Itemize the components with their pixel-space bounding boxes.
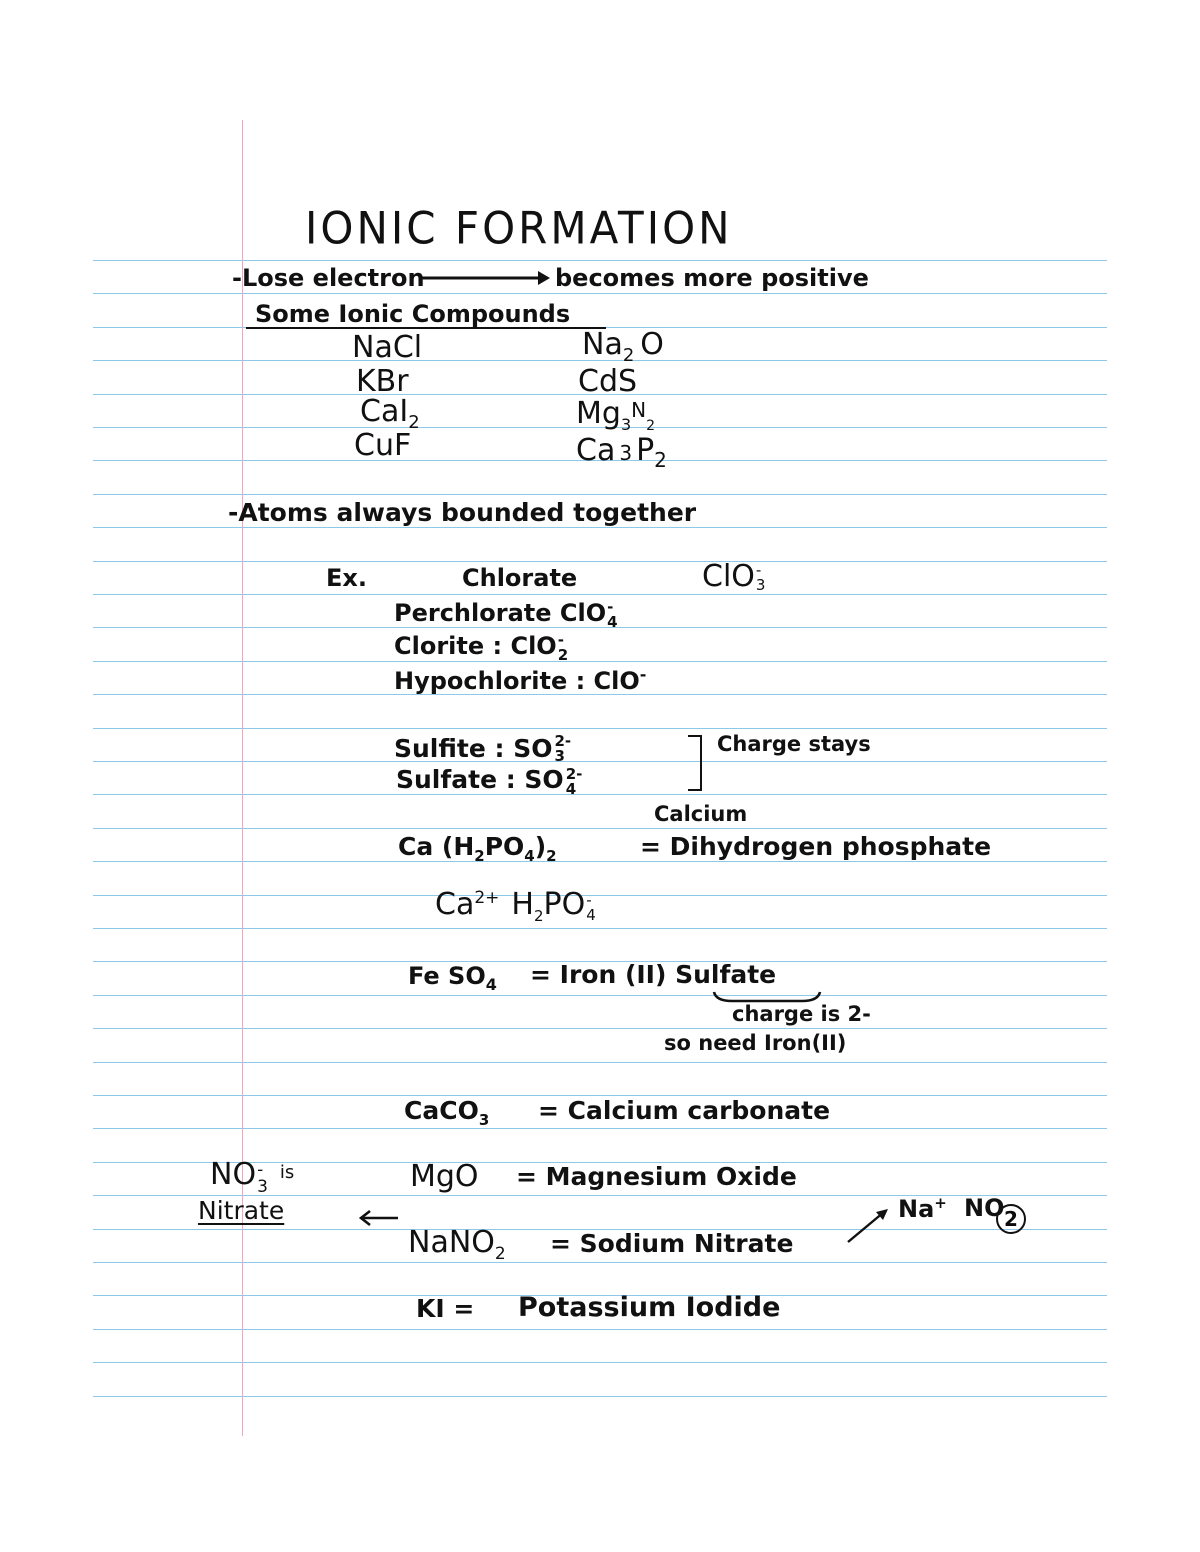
h2po4-ion-sub2: 4 — [586, 906, 596, 924]
right-bracket — [688, 735, 702, 791]
right-arrow-icon — [420, 268, 550, 288]
magnesium-oxide-name: = Magnesium Oxide — [516, 1162, 797, 1191]
rule-line — [93, 1329, 1107, 1330]
h2po4-ion-a: H — [511, 887, 534, 922]
dihydrogen-phosphate-name: = Dihydrogen phosphate — [640, 832, 992, 861]
cah2po4-sub3: 2 — [546, 847, 557, 865]
rule-line — [93, 661, 1107, 662]
note-charge-is-2minus: charge is 2- — [732, 1002, 871, 1026]
chlorite-charge — [558, 633, 568, 663]
perchlorate-line — [394, 600, 618, 630]
rule-line — [93, 1062, 1107, 1063]
rule-line — [93, 561, 1107, 562]
compound-cuf: CuF — [354, 428, 412, 463]
rule-line — [93, 260, 1107, 261]
caco3-text: CaCO — [404, 1096, 479, 1125]
compound-ca3p2 — [576, 433, 667, 472]
no3-side-sub: 3 — [257, 1177, 268, 1197]
note-charge-stays: Charge stays — [717, 732, 871, 756]
chlorite-sub: 2 — [557, 646, 569, 664]
na-plus-ion — [898, 1196, 947, 1221]
cah2po4-a: Ca (H — [398, 832, 475, 861]
nano2-text: NaNO — [408, 1225, 495, 1260]
rule-line — [93, 594, 1107, 595]
sulfate-sup: 2- — [565, 765, 583, 783]
rule-line — [93, 995, 1107, 996]
sodium-nitrate-name: = Sodium Nitrate — [550, 1229, 794, 1258]
iron-ii-sulfate-name: = Iron (II) Sulfate — [530, 960, 777, 989]
cah2po4-c: ) — [534, 832, 547, 861]
ca3p2-sub2: 2 — [654, 448, 667, 472]
h2po4-ion-sub: 2 — [533, 907, 544, 925]
rule-line — [93, 728, 1107, 729]
rule-line — [93, 761, 1107, 762]
feso4-sub: 4 — [485, 974, 497, 994]
note-calcium: Calcium — [654, 802, 748, 826]
mg3n2-sub: 3 — [620, 415, 632, 434]
potassium-iodide-name: Potassium Iodide — [518, 1292, 781, 1323]
mg3n2-main: Mg — [576, 396, 621, 431]
formula-ki: KI = — [416, 1294, 475, 1323]
no3-side-charge — [257, 1162, 268, 1196]
rule-line — [93, 293, 1107, 294]
compound-cds: CdS — [578, 364, 638, 399]
chlorate-sup: - — [755, 561, 762, 579]
rule-line — [93, 794, 1107, 795]
circled-two: 2 — [996, 1204, 1026, 1234]
na2o-end: O — [640, 327, 664, 362]
calcium-carbonate-name: = Calcium carbonate — [538, 1096, 831, 1125]
sulfite-sup: 2- — [554, 732, 572, 750]
sulfate-line — [396, 767, 582, 797]
formula-feso4 — [408, 964, 497, 993]
compound-cai2 — [360, 394, 420, 433]
h2po4-ion-b: PO — [543, 887, 586, 922]
formula-caco3 — [404, 1098, 489, 1128]
note-atoms-bounded: -Atoms always bounded together — [228, 498, 697, 527]
side-note-nitrate: Nitrate — [198, 1196, 285, 1225]
formula-mgo: MgO — [410, 1159, 479, 1194]
sulfite-text: Sulfite : SO — [394, 734, 553, 763]
compound-mg3n2 — [576, 396, 656, 434]
mg3n2-sub2: 2 — [646, 418, 656, 434]
compound-na2o — [582, 327, 664, 366]
ca3p2-end: P — [636, 433, 655, 468]
hypochlorite-text: Hypochlorite : ClO — [394, 667, 640, 695]
rule-line — [93, 928, 1107, 929]
feso4-text: Fe SO — [408, 962, 486, 990]
chlorate-name: Chlorate — [462, 564, 578, 592]
sulfite-charge — [554, 734, 571, 764]
note-so-need-iron-ii: so need Iron(II) — [664, 1031, 847, 1055]
lose-electron-text: -Lose electron — [232, 264, 425, 292]
left-arrow-icon — [358, 1210, 400, 1226]
mg3n2-end: N — [631, 398, 647, 422]
cai2-main: CaI — [360, 394, 409, 429]
rule-line — [93, 1262, 1107, 1263]
ca3p2-main: Ca — [576, 433, 616, 468]
section-heading-ionic-compounds: Some Ionic Compounds — [255, 300, 571, 328]
ca3p2-sub: 3 — [619, 441, 633, 465]
side-note-no3 — [210, 1157, 295, 1197]
sulfate-text: Sulfate : SO — [396, 765, 564, 794]
na-plus-sup: + — [934, 1194, 947, 1212]
page-title: IONIC FORMATION — [305, 202, 733, 255]
rule-line — [93, 895, 1107, 896]
caco3-sub: 3 — [478, 1111, 490, 1129]
hypochlorite-sup: - — [639, 665, 647, 684]
no3-side-sup: - — [257, 1160, 264, 1180]
chlorite-text: Clorite : ClO — [394, 632, 557, 660]
cah2po4-sub2: 4 — [524, 847, 535, 865]
rule-line — [93, 527, 1107, 528]
note-becomes-positive: becomes more positive — [555, 264, 869, 292]
chlorite-sup: - — [557, 631, 564, 649]
rule-line — [93, 1396, 1107, 1397]
sulfite-sub: 3 — [554, 747, 565, 765]
no2-note: NO — [964, 1194, 1005, 1222]
nano2-sub: 2 — [494, 1244, 506, 1264]
cai2-sub: 2 — [408, 412, 420, 433]
margin-line — [242, 120, 243, 1436]
compound-kbr: KBr — [356, 364, 409, 399]
no3-side-text: NO — [210, 1157, 257, 1192]
rule-line — [93, 494, 1107, 495]
rule-line — [93, 1028, 1107, 1029]
chlorate-charge — [756, 563, 766, 593]
hypochlorite-line — [394, 667, 646, 693]
ca-ion: Ca — [435, 887, 475, 922]
cah2po4-b: PO — [484, 832, 525, 861]
sulfate-sub: 4 — [565, 780, 577, 798]
cah2po4-sub1: 2 — [474, 847, 485, 865]
perchlorate-text: Perchlorate ClO — [394, 599, 607, 627]
formula-nano2 — [408, 1225, 506, 1264]
rule-line — [93, 1128, 1107, 1129]
chlorate-sub: 3 — [755, 576, 766, 594]
compound-nacl: NaCl — [352, 330, 423, 365]
example-label: Ex. — [326, 564, 367, 592]
ions-ca-h2po4 — [435, 887, 596, 925]
perchlorate-charge — [607, 600, 617, 630]
perchlorate-sup: - — [607, 598, 614, 616]
chlorite-line — [394, 633, 568, 663]
diagonal-arrow-icon — [846, 1206, 890, 1246]
h2po4-ion-sup: - — [586, 891, 592, 909]
sulfate-charge — [566, 767, 583, 797]
chlorate-formula — [702, 559, 766, 594]
no3-is-text: is — [279, 1162, 295, 1183]
na2o-sub: 2 — [622, 345, 635, 366]
rule-line — [93, 1362, 1107, 1363]
sulfite-line — [394, 734, 571, 764]
na-plus-text: Na — [898, 1195, 935, 1223]
rule-line — [93, 828, 1107, 829]
ca-ion-sup: 2+ — [474, 888, 500, 908]
rule-line — [93, 861, 1107, 862]
formula-ca-h2po4-2 — [398, 834, 557, 864]
perchlorate-sub: 4 — [607, 613, 618, 631]
chlorate-main: ClO — [702, 559, 755, 594]
note-lose-electron — [232, 266, 425, 290]
h2po4-ion-charge — [586, 893, 596, 923]
heading-underline — [246, 327, 606, 329]
na2o-main: Na — [582, 327, 623, 362]
